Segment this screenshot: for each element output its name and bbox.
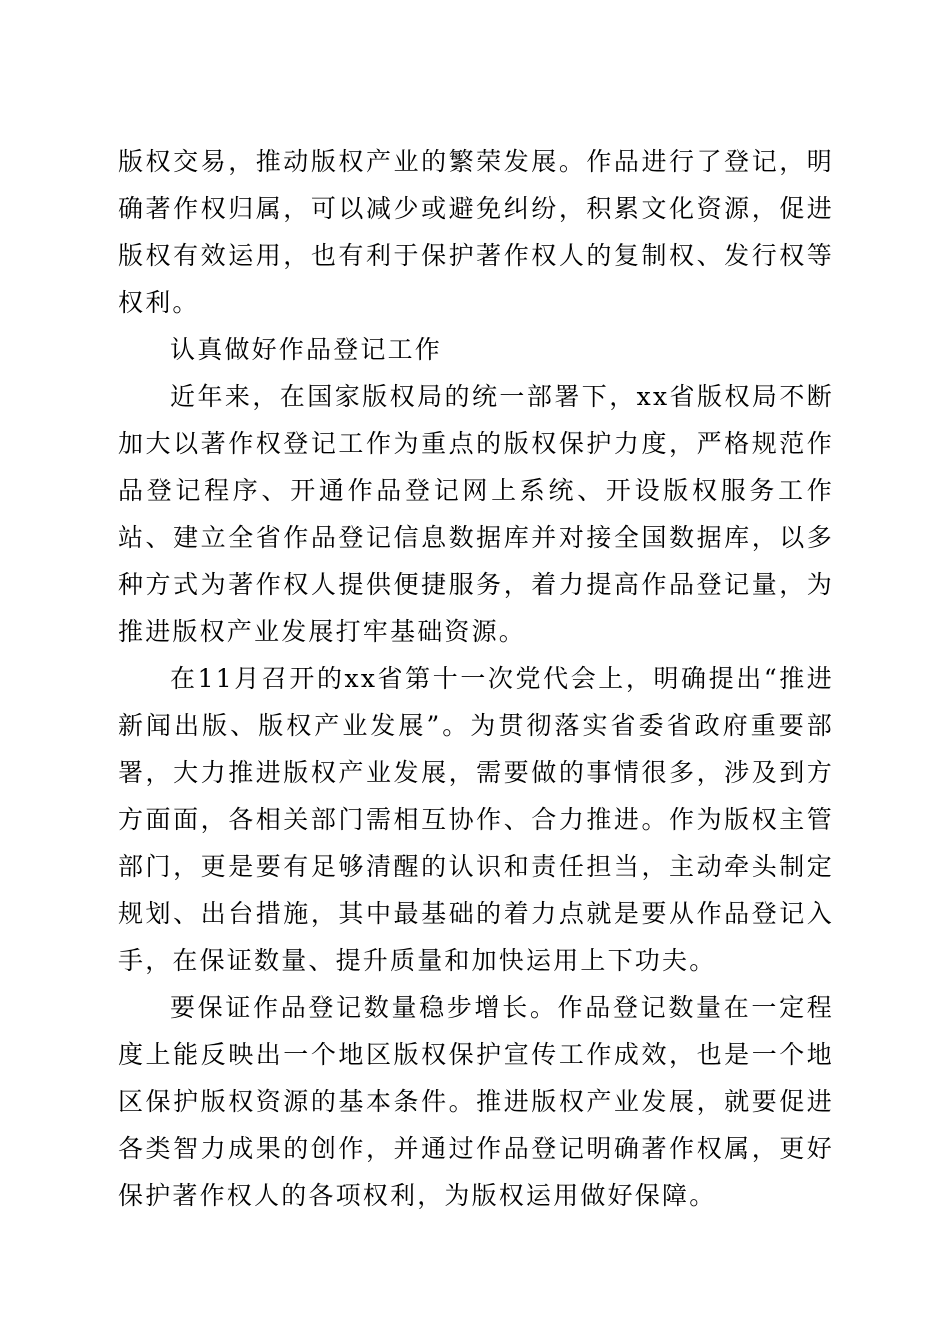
section-heading: 认真做好作品登记工作: [170, 335, 443, 364]
paragraph-continuation: 版权交易，推动版权产业的繁荣发展。作品进行了登记，明确著作权归属，可以减少或避免纠纷，积累文化资源，促进版权有效运用，也有利于保护著作权人的复制权、发行权等权利。: [118, 147, 834, 317]
document-body: [118, 138, 834, 1219]
paragraph: 近年来，在国家版权局的统一部署下，xx省版权局不断加大以著作权登记工作为重点的版权保护力度，严格规范作品登记程序、开通作品登记网上系统、开设版权服务工作站、建立全省作品登记信息数据库并对接全国数据库，以多种方式为著作权人提供便捷服务，着力提高作品登记量，为推进版权产业发展打牢基础资源。: [118, 382, 834, 646]
paragraph: 在11月召开的xx省第十一次党代会上，明确提出“推进新闻出版、版权产业发展”。为贯彻落实省委省政府重要部署，大力推进版权产业发展，需要做的事情很多，涉及到方方面面，各相关部门需相互协作、合力推进。作为版权主管部门，更是要有足够清醒的认识和责任担当，主动牵头制定规划、出台措施，其中最基础的着力点就是要从作品登记入手，在保证数量、提升质量和加快运用上下功夫。: [118, 664, 834, 975]
paragraph: 要保证作品登记数量稳步增长。作品登记数量在一定程度上能反映出一个地区版权保护宣传工作成效，也是一个地区保护版权资源的基本条件。推进版权产业发展，就要促进各类智力成果的创作，并通过作品登记明确著作权属，更好保护著作权人的各项权利，为版权运用做好保障。: [118, 993, 834, 1210]
